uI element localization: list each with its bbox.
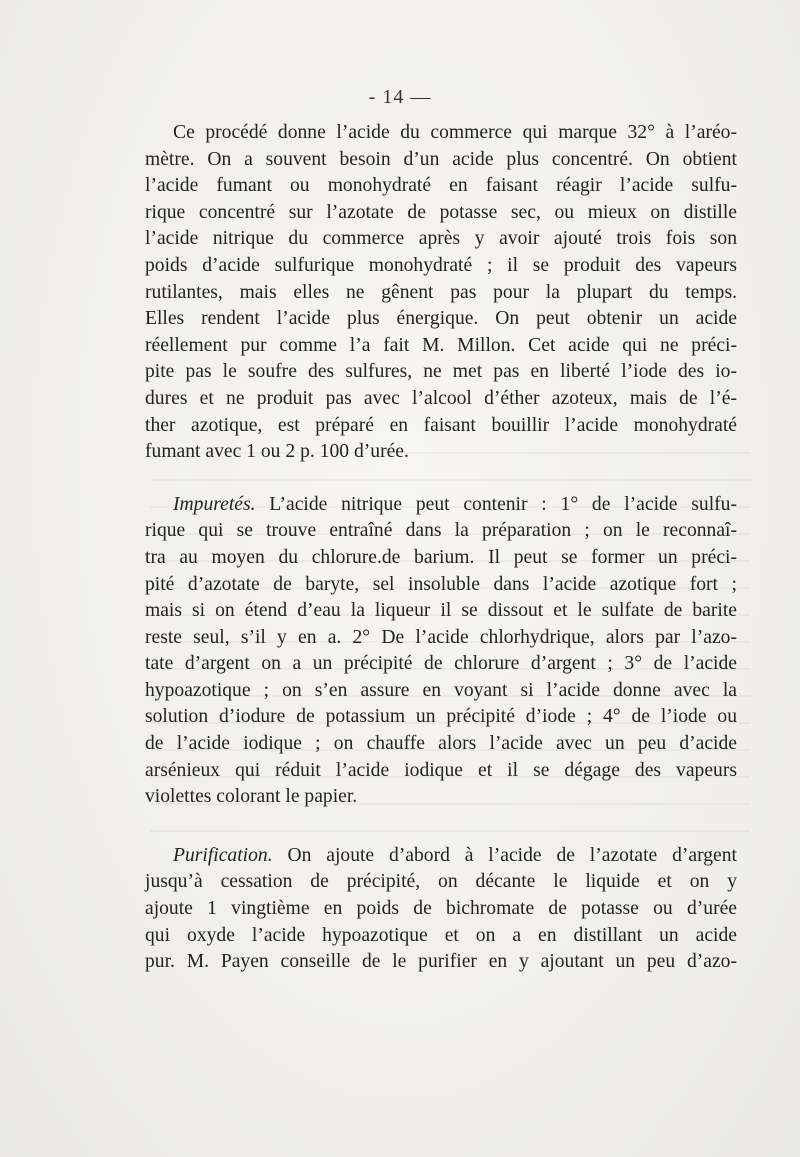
text-line: violettes colorant le papier.: [145, 786, 358, 808]
text-line: pité d’azotate de baryte, sel insoluble dans l’acide azotique fort ;: [145, 573, 737, 595]
text-line: de l’acide iodique ; on chauffe alors l’acide avec un peu d’acide: [145, 733, 737, 755]
text-line: qui oxyde l’acide hypoazotique et on a en distillant un acide: [145, 924, 737, 946]
text-line: l’acide nitrique du commerce après y avoir ajouté trois fois son: [145, 228, 737, 250]
text-line: tate d’argent on a un précipité de chlorure d’argent ; 3° de l’acide: [145, 653, 737, 675]
text-line: Ce procédé donne l’acide du commerce qui marque 32° à l’aréo-: [173, 122, 737, 143]
text-line: ther azotique, est préparé en faisant bouillir l’acide monohydraté: [145, 414, 737, 436]
section-lead: Impuretés.: [173, 493, 256, 515]
text-line: rutilantes, mais elles ne gênent pas pour la plupart du temps.: [145, 281, 737, 303]
text-line: [145, 492, 737, 519]
text-line: reste seul, s’il y en a. 2° De l’acide chlorhydrique, alors par l’azo-: [145, 626, 737, 648]
text-line: dures et ne produit pas avec l’alcool d’éther azoteux, mais de l’é-: [145, 387, 737, 409]
paragraph-purification: [145, 843, 737, 976]
text-line: jusqu’à cessation de précipité, on décante le liquide et on y: [145, 871, 737, 893]
paragraph-preparation: [145, 120, 737, 466]
paragraph-impurities: [145, 492, 737, 811]
text-line: réellement pur comme l’a fait M. Millon. Cet acide qui ne préci-: [145, 334, 737, 356]
text-line: hypoazotique ; on s’en assure en voyant si l’acide donne avec la: [145, 679, 737, 701]
text-line: [145, 843, 737, 870]
body-text: [145, 120, 737, 976]
section-lead: Purification.: [173, 844, 273, 866]
text-line: solution d’iodure de potassium un précipité d’iode ; 4° de l’iode ou: [145, 706, 737, 728]
text-line: rique qui se trouve entraîné dans la préparation ; on le reconnaî-: [145, 520, 737, 542]
text-line: ajoute 1 vingtième en poids de bichromate de potasse ou d’urée: [145, 898, 737, 920]
text-line: mètre. On a souvent besoin d’un acide plus concentré. On obtient: [145, 148, 737, 170]
text-line: pite pas le soufre des sulfures, ne met pas en liberté l’iode des io-: [145, 361, 737, 383]
text-line: mais si on étend d’eau la liqueur il se dissout et le sulfate de barite: [145, 600, 737, 622]
text-line: poids d’acide sulfurique monohydraté ; il se produit des vapeurs: [145, 254, 737, 276]
text-line: tra au moyen du chlorure.de barium. Il peut se former un préci-: [145, 546, 737, 568]
text-line: arsénieux qui réduit l’acide iodique et il se dégage des vapeurs: [145, 759, 737, 781]
text-line: rique concentré sur l’azotate de potasse sec, ou mieux on distille: [145, 201, 737, 223]
text-line: l’acide fumant ou monohydraté en faisant réagir l’acide sulfu-: [145, 175, 737, 197]
text-line: pur. M. Payen conseille de le purifier en y ajoutant un peu d’azo-: [145, 951, 737, 973]
text-line: fumant avec 1 ou 2 p. 100 d’urée.: [145, 441, 409, 463]
text-fragment: On ajoute d’abord à l’acide de l’azotate d’argent: [272, 844, 737, 866]
text-fragment: L’acide nitrique peut contenir : 1° de l’acide sulfu-: [255, 493, 737, 515]
page-number: - 14 —: [368, 86, 432, 108]
text-line: Elles rendent l’acide plus énergique. On peut obtenir un acide: [145, 308, 737, 330]
